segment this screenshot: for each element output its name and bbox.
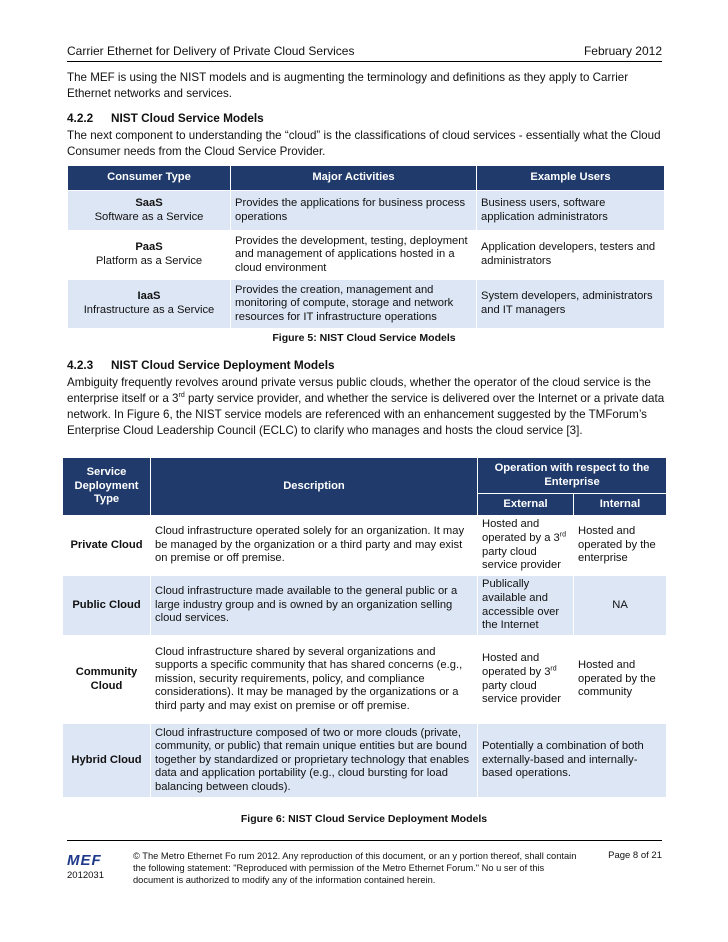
service-name: Software as a Service (94, 210, 204, 223)
cell-text: Hosted and operated by a 3 (482, 518, 560, 544)
activities-cell: Provides the applications for business process operations (231, 191, 477, 231)
table-row (63, 636, 667, 724)
service-name: Infrastructure as a Service (83, 304, 215, 316)
consumer-type-cell (68, 191, 231, 231)
cell-text: party cloud service provider (482, 545, 561, 572)
section-number: 4.2.3 (67, 358, 94, 372)
paragraph-text: party service provider, and whether the service is delivered over the Internet or a private data network. In Figure 6, the NIST service models are referenced with an enhancement suggested by the TMForum’s Enterprise Cloud Leadership Council (ECLC) to clarify who manages and hosts the cloud service [3]. (67, 392, 665, 437)
column-header-description: Description (151, 458, 478, 516)
internal-cell: Hosted and operated by the community (574, 636, 667, 724)
description-cell: Cloud infrastructure made available to the general public or a large industry group and is owned by an organization selling cloud services. (151, 576, 478, 636)
activities-cell: Provides the development, testing, deployment and management of applications hosted in a cloud environment (231, 231, 477, 280)
external-cell (478, 516, 574, 576)
copyright-notice: © The Metro Ethernet Fo rum 2012. Any reproduction of this document, or an y portion thereof, shall contain the following statement: "Reproduced with permission of the Metro Ethernet Forum." No u ser of this document is authorized to modify any of the information contained herein. (133, 851, 577, 885)
section-heading-4-2-2 (67, 111, 264, 125)
description-cell: Cloud infrastructure shared by several organizations and supports a specific community that has shared concerns (e.g., mission, security requirements, policy, and compliance considerations). It may be managed by the organizations or a third party and may exist on premise or off premise. (151, 636, 478, 724)
column-header-type: Service Deployment Type (63, 458, 151, 516)
cell-text: party cloud service provider (482, 679, 561, 706)
users-cell: Application developers, testers and administrators (477, 231, 665, 280)
service-abbr: IaaS (137, 290, 161, 303)
section-heading-4-2-3 (67, 358, 335, 372)
description-cell: Cloud infrastructure operated solely for an organization. It may be managed by the organization or a third party and may exist on premise or off premise. (151, 516, 478, 576)
column-header: Example Users (477, 166, 665, 191)
external-cell: Publically available and accessible over the Internet (478, 576, 574, 636)
section-paragraph: The next component to understanding the “cloud” is the classifications of cloud services - essentially what the Cloud Consumer needs from the Cloud Service Provider. (67, 129, 661, 158)
table-row (63, 576, 667, 636)
consumer-type-cell (68, 280, 231, 329)
table-row (63, 724, 667, 798)
table-header-row (68, 166, 665, 191)
figure-5-caption: Figure 5: NIST Cloud Service Models (272, 332, 456, 344)
deployment-type-cell: Hybrid Cloud (63, 724, 151, 798)
page-number: Page 8 of 21 (608, 850, 662, 861)
column-header-external: External (478, 494, 574, 516)
internal-cell: NA (574, 576, 667, 636)
operation-cell: Potentially a combination of both externally-based and internally-based operations. (478, 724, 667, 798)
column-header: Consumer Type (68, 166, 231, 191)
superscript: rd (178, 392, 185, 400)
paragraph-text: Ambiguity frequently revolves around private versus public clouds, whether the operator of the cloud service is the enterprise itself or a 3 (67, 376, 651, 405)
deployment-type-cell: Community Cloud (63, 636, 151, 724)
section-title: NIST Cloud Service Models (111, 111, 264, 125)
header-rule (67, 61, 662, 62)
column-header: Major Activities (231, 166, 477, 191)
description-cell: Cloud infrastructure composed of two or more clouds (private, community, or public) that remain unique entities but are bound together by standardized or proprietary technology that enables data and application portability (e.g., cloud bursting for load balancing between clouds). (151, 724, 478, 798)
running-header (67, 44, 662, 58)
table-header-row (63, 458, 667, 494)
table-row (68, 231, 665, 280)
table-row (68, 280, 665, 329)
section-number: 4.2.2 (67, 111, 94, 125)
superscript: rd (559, 531, 566, 539)
users-cell: Business users, software application administrators (477, 191, 665, 231)
cloud-service-models-table (67, 165, 665, 329)
header-title: Carrier Ethernet for Delivery of Private Cloud Services (67, 44, 355, 58)
internal-cell: Hosted and operated by the enterprise (574, 516, 667, 576)
service-name: Platform as a Service (95, 255, 203, 267)
header-date: February 2012 (583, 44, 662, 58)
users-cell: System developers, administrators and IT managers (477, 280, 665, 329)
document-id: 2012031 (67, 870, 104, 881)
service-abbr: SaaS (135, 196, 163, 209)
intro-paragraph: The MEF is using the NIST models and is augmenting the terminology and definitions as they apply to Carrier Ethernet networks and services. (67, 71, 629, 100)
consumer-type-cell (68, 231, 231, 280)
activities-cell: Provides the creation, management and monitoring of compute, storage and network resources for IT infrastructure operations (231, 280, 477, 329)
table-row (68, 191, 665, 231)
footer-rule (67, 840, 662, 841)
section-title: NIST Cloud Service Deployment Models (111, 358, 335, 372)
deployment-models-table (62, 457, 667, 798)
column-header-internal: Internal (574, 494, 667, 516)
external-cell (478, 636, 574, 724)
service-abbr: PaaS (135, 241, 163, 254)
section-paragraph (67, 375, 677, 439)
table-row (63, 516, 667, 576)
mef-logo: MEF (67, 852, 102, 869)
deployment-type-cell: Public Cloud (63, 576, 151, 636)
superscript: rd (550, 665, 557, 673)
column-header-operation: Operation with respect to the Enterprise (478, 458, 667, 494)
cell-text: Hosted and operated by 3 (482, 652, 551, 678)
deployment-type-cell: Private Cloud (63, 516, 151, 576)
figure-6-caption: Figure 6: NIST Cloud Service Deployment Models (240, 813, 488, 825)
